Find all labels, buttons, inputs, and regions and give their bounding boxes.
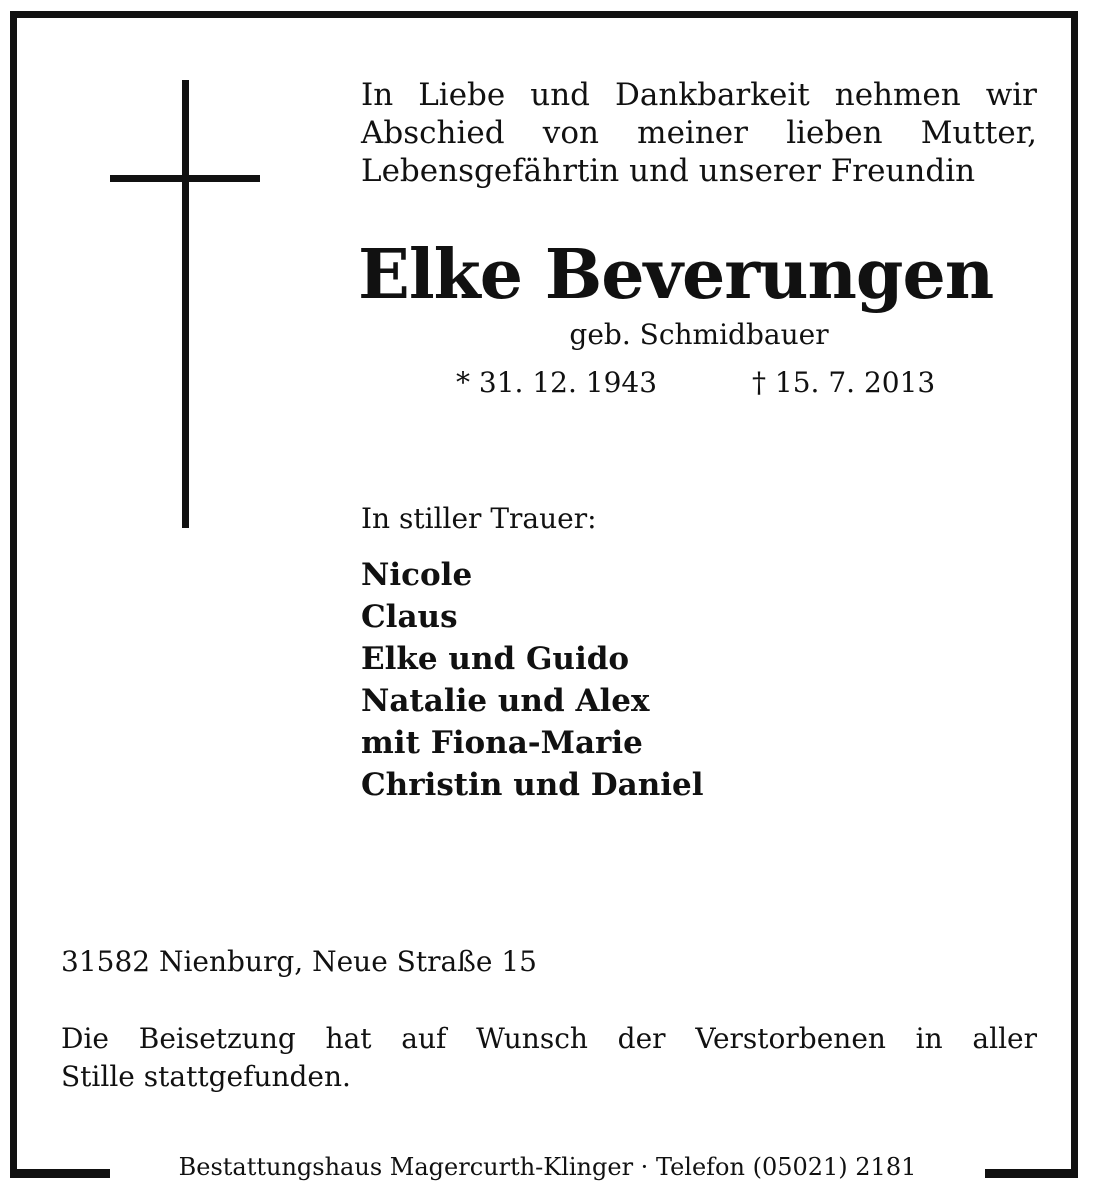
intro-line: In Liebe und Dankbarkeit nehmen wir [361,77,1037,113]
deceased-name: Elke Beverungen [358,235,994,315]
address: 31582 Nienburg, Neue Straße 15 [61,945,537,978]
mourner-name: Nicole [361,557,473,593]
intro-line: Lebensgefährtin und unserer Freundin [361,153,976,189]
funeral-note [61,1020,1037,1096]
footer-rule-right [985,1171,1078,1178]
birth-date: * 31. 12. 1943 [456,366,658,399]
mourner-name: Elke und Guido [361,641,630,677]
funeral-home-footer: Bestattungshaus Magercurth-Klinger · Telefon (05021) 2181 [110,1150,985,1190]
footer-rule-left [10,1171,110,1178]
mourner-name: mit Fiona-Marie [361,725,643,761]
mourner-name: Christin und Daniel [361,767,704,803]
cross-icon-bar [110,175,260,182]
funeral-note-line: Die Beisetzung hat auf Wunsch der Verstorbenen in aller [61,1022,1037,1055]
mourning-label: In stiller Trauer: [361,502,597,535]
birth-name: geb. Schmidbauer [569,318,829,351]
mourner-name: Claus [361,599,458,635]
intro-text [361,76,1037,190]
cross-icon [182,80,189,528]
mourners-list [361,554,704,806]
mourner-name: Natalie und Alex [361,683,650,719]
funeral-note-line: Stille stattgefunden. [61,1060,351,1093]
intro-line: Abschied von meiner lieben Mutter, [361,115,1037,151]
death-date: † 15. 7. 2013 [752,366,936,399]
